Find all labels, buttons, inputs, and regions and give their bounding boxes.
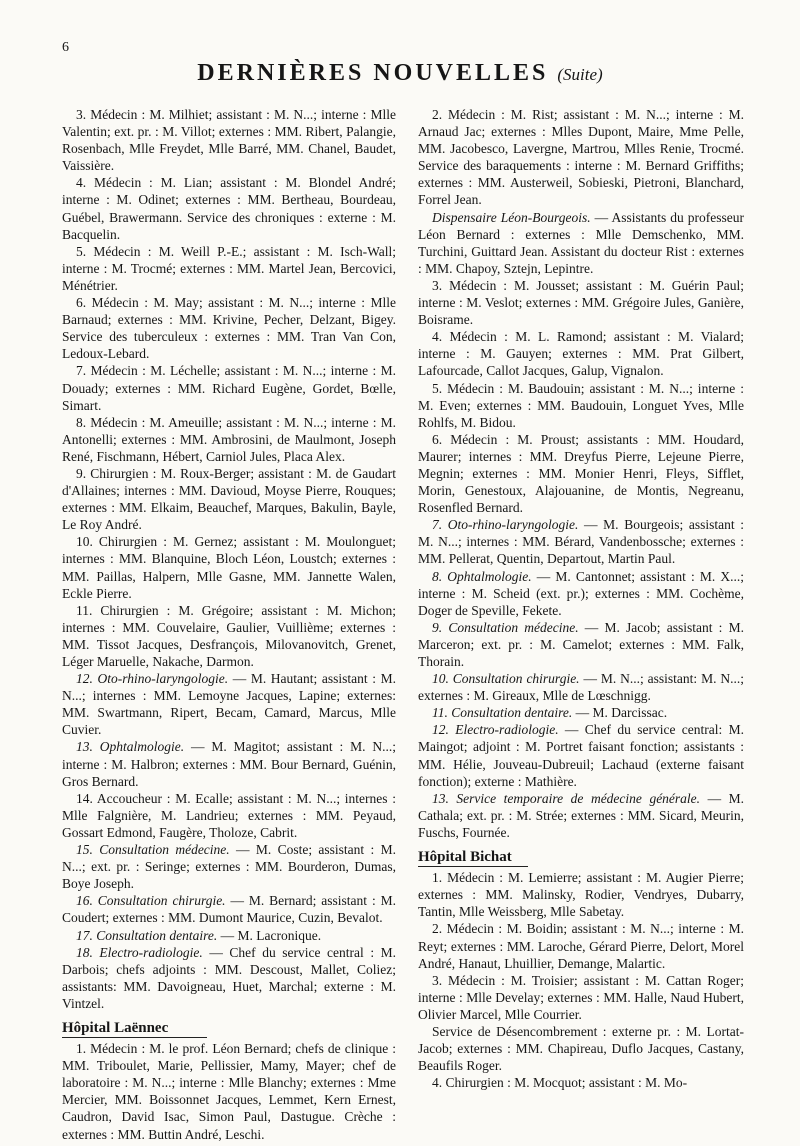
service-label: 15. Consultation médecine. [76, 842, 230, 858]
service-entry: 5. Médecin : M. Baudouin; assistant : M. N...; interne : M. Even; externes : MM. Baudouin, Longuet Yves, Mlle Rohlfs, M. Bidou. [418, 380, 744, 430]
title-suite: (Suite) [557, 65, 603, 84]
service-text: — M. N...; assistant: M. N...; externes : M. Gireaux, Mlle de Lœschnigg. [418, 671, 744, 704]
service-text: — M. Hautant; assistant : M. N...; internes : MM. Lemoyne Jacques, Lapine; externes: MM. Swartmann, Ripert, Becam, Camard, Marcus, Mlle Cuvier. [62, 671, 396, 738]
service-label: 12. Electro-radiologie. [432, 722, 559, 738]
title-text: DERNIÈRES NOUVELLES [197, 60, 549, 86]
service-entry [62, 892, 396, 926]
service-entry: 3. Médecin : M. Troisier; assistant : M. Cattan Roger; interne : Mlle Develay; externes : MM. Halle, Naud Hubert, Olivier Marcel, Mlle Courrier. [418, 972, 744, 1022]
hospital-heading-text: Hôpital Bichat [418, 849, 512, 866]
service-entry [418, 516, 744, 567]
service-entry: 2. Médecin : M. Rist; assistant : M. N...; interne : M. Arnaud Jac; externes : Mlles Dupont, Maire, Mme Pelle, MM. Jacobesco, Lavergne, Martrou, Mlles Renie, Trocmé. Service des baraquements : interne : M. Bernard Griffiths; externes : MM. Austerweil, Sobieski, Pietroni, Blanchard, Forrel Jean. [418, 107, 744, 208]
service-text: — M. Coste; assistant : M. N...; ext. pr. : Seringe; externes : MM. Bourderon, Dumas, Boye Joseph. [62, 842, 396, 892]
service-entry [62, 841, 396, 892]
service-entry: 2. Médecin : M. Boidin; assistant : M. N...; interne : M. Reyt; externes : MM. Laroche, Gérard Pierre, Delort, Morel André, Hanaut, Lhuillier, Demange, Malartic. [418, 921, 744, 971]
service-entry: 6. Médecin : M. Proust; assistants : MM. Houdard, Maurer; internes : MM. Dreyfus Pierre, Lejeune Pierre, Megnin; externes : MM. Monier Henri, Fleys, Sifflet, Morin, Genestoux, Alajouanine, de Montis, Negreanu, Rosenfled Bernard. [418, 431, 744, 516]
service-entry [418, 568, 744, 619]
service-entry: 10. Chirurgien : M. Gernez; assistant : M. Moulonguet; internes : MM. Blanquine, Bloch Léon, Loustch; externes : MM. Paillas, Halpern, Mlle Gasne, MM. Jannette Walen, Eckle Pierre. [62, 534, 396, 601]
service-label: 7. Oto-rhino-laryngologie. [432, 517, 579, 533]
service-label: Dispensaire Léon-Bourgeois. [432, 209, 591, 225]
service-label: 12. Oto-rhino-laryngologie. [76, 671, 229, 687]
service-entry [418, 721, 744, 789]
service-entry [418, 670, 744, 704]
service-text: — M. Bourgeois; assistant : M. N...; internes : MM. Bérard, Vandenbossche; externes : MM. Pellerat, Quentin, Departout, Martin Paul. [418, 517, 744, 567]
service-entry: 1. Médecin : M. le prof. Léon Bernard; chefs de clinique : MM. Triboulet, Marie, Pellissier, Mamy, Mayer; chef de laboratoire : M. N...; interne : Mlle Blanchy; externes : Mme Mercier, MM. Boissonnet Jacques, Lemmet, Kern Ernest, Caudron, David Isac, Simon Paul, Dastugue. Crèche : externes : MM. Buttin André, Leschi. [62, 1041, 396, 1142]
service-entry: 8. Médecin : M. Ameuille; assistant : M. N...; interne : M. Antonelli; externes : MM. Ambrosini, de Maulmont, Joseph René, Fischmann, Hébert, Carniol Jules, Placa Alex. [62, 414, 396, 464]
service-entry [418, 209, 744, 277]
service-entry: 4. Médecin : M. Lian; assistant : M. Blondel André; interne : M. Odinet; externes : MM. Bertheau, Bourdeau, Guébel, Brawermann. Service des chroniques : externe : M. Bacquelin. [62, 175, 396, 242]
service-entry: 11. Chirurgien : M. Grégoire; assistant : M. Michon; internes : MM. Couvelaire, Gaulier, Vuillième; externes : MM. Tissot Jacques, Desfrançois, Milovanovitch, Grenet, Léger Maruelle, Nakache, Darmon. [62, 602, 396, 669]
service-text: — Chef du service central : M. Darbois; chefs adjoints : MM. Descoust, Mallet, Coliez; assistants: MM. Davoigneau, Huet, Marchal; externe : M. Vintzel. [62, 944, 396, 1011]
service-entry [62, 927, 396, 944]
service-entry: 3. Médecin : M. Jousset; assistant : M. Guérin Paul; interne : M. Veslot; externes : MM. Grégoire Jules, Ganière, Boisrame. [418, 277, 744, 328]
hospital-heading [418, 849, 528, 867]
service-text: — M. Jacob; assistant : M. Marceron; ext. pr. : M. Camelot; externes : MM. Falk, Thorain. [418, 619, 744, 669]
service-label: 8. Ophtalmologie. [432, 568, 532, 584]
service-text: — M. Magitot; assistant : M. N...; interne : M. Halbron; externes : MM. Bour Bernard, Guénin, Gros Bernard. [62, 739, 396, 789]
service-label: 11. Consultation dentaire. [432, 705, 573, 721]
service-entry: 7. Médecin : M. Léchelle; assistant : M. N...; interne : M. Douady; externes : MM. Richard Eugène, Gordet, Bœlle, Simart. [62, 363, 396, 413]
service-entry: 14. Accoucheur : M. Ecalle; assistant : M. N...; internes : Mlle Falgnière, M. Landrieu; externes : MM. Peyaud, Gossart Edmond, Faugère, Tholoze, Cabrit. [62, 790, 396, 840]
service-entry: 3. Médecin : M. Milhiet; assistant : M. N...; interne : Mlle Valentin; ext. pr. : M. Villot; externes : MM. Ribert, Palangie, Rosenbach, Mlle Freydet, Mlle Barré, MM. Chanel, Baudet, Vaissière. [62, 107, 396, 174]
right-column [418, 106, 744, 1091]
service-label: 17. Consultation dentaire. [76, 927, 218, 943]
service-text: — Assistants du professeur Léon Bernard : externes : Mlle Demschenko, MM. Turchini, Guittard Jean. Assistant du docteur Rist : externes : MM. Chapoy, Sztejn, Lepintre. [418, 209, 744, 276]
left-column [62, 106, 396, 1143]
service-entry [62, 944, 396, 1012]
service-entry: 9. Chirurgien : M. Roux-Berger; assistant : M. de Gaudart d'Allaines; internes : MM. Davioud, Moyse Pierre, Rouques; externes : MM. Elkaim, Beauchef, Marques, Bakulin, Bayle, Le Roy André. [62, 465, 396, 533]
service-label: 16. Consultation chirurgie. [76, 893, 226, 909]
hospital-heading-text: Hôpital Laënnec [62, 1019, 169, 1036]
service-label: 18. Electro-radiologie. [76, 944, 203, 960]
service-label: 13. Ophtalmologie. [76, 739, 185, 755]
page-title [0, 60, 800, 87]
service-text: — M. Bernard; assistant : M. Coudert; externes : MM. Dumont Maurice, Cuzin, Bevalot. [62, 893, 396, 926]
service-text: — M. Cathala; ext. pr. : M. Strée; externes : MM. Sicard, Meurin, Fuschs, Fournée. [418, 790, 744, 840]
service-entry: Service de Désencombrement : externe pr. : M. Lortat-Jacob; externes : MM. Chapireau, Duflo Jacques, Castany, Beaufils Roger. [418, 1023, 744, 1074]
service-text: — M. Cantonnet; assistant : M. X...; interne : M. Scheid (ext. pr.); externes : MM. Cochème, Doger de Speville, Fekete. [418, 568, 744, 618]
service-entry: 4. Chirurgien : M. Mocquot; assistant : M. Mo- [432, 1075, 688, 1091]
service-entry [418, 704, 744, 721]
service-text: — M. Lacronique. [217, 927, 322, 943]
service-entry: 4. Médecin : M. L. Ramond; assistant : M. Vialard; interne : M. Gauyen; externes : MM. Prat Gilbert, Lafourcade, Callot Jacques, Galup, Vignalon. [418, 329, 744, 379]
service-entry [418, 619, 744, 670]
service-text: — Chef du service central: M. Maingot; adjoint : M. Portret faisant fonction; assistants : MM. Hélie, Jouveau-Dubreuil; Lachaud (externe faisant fonction); externe : Mathière. [418, 722, 744, 789]
service-label: 13. Service temporaire de médecine générale. [432, 790, 701, 806]
service-label: 10. Consultation chirurgie. [432, 671, 580, 687]
service-entry: 5. Médecin : M. Weill P.-E.; assistant : M. Isch-Wall; interne : M. Trocmé; externes : MM. Martel Jean, Bercovici, Ménétrier. [62, 243, 396, 293]
page-number: 6 [62, 40, 69, 55]
service-entry: 6. Médecin : M. May; assistant : M. N...; interne : Mlle Barnaud; externes : MM. Krivine, Pecher, Delzant, Bigey. Service des tuberculeux : externes : MM. Tran Van Con, Ledoux-Lebard. [62, 295, 396, 362]
service-label: 9. Consultation médecine. [432, 619, 579, 635]
service-entry [62, 670, 396, 738]
hospital-heading [62, 1020, 207, 1038]
service-entry [62, 738, 396, 789]
service-entry: 1. Médecin : M. Lemierre; assistant : M. Augier Pierre; externes : MM. Malinsky, Rodier, Vendryes, Dubarry, Tantin, Mlle Weissberg, Mlle Sabetay. [418, 870, 744, 920]
service-entry [418, 790, 744, 841]
service-text: — M. Darcissac. [572, 705, 668, 721]
